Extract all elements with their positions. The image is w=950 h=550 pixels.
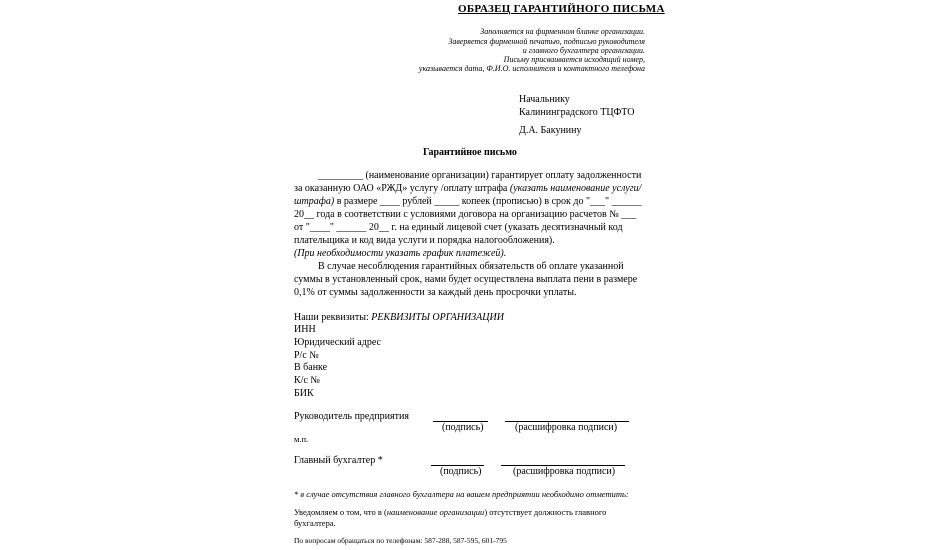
notify-suffix: ) отсутствует должность главного [484, 507, 607, 517]
requisite-inn: ИНН [294, 324, 316, 335]
p1-line-2 [294, 183, 641, 194]
requisites-value: РЕКВИЗИТЫ ОРГАНИЗАЦИИ [371, 312, 504, 323]
p1-line-4: 20__ года в соответствии с условиями договора на организацию расчетов № ___ [294, 209, 637, 220]
requisite-corr-account: К/с № [294, 375, 320, 386]
accountant-signature-caption: (подпись) [440, 466, 482, 477]
addressee-line-3: Д.А. Бакунину [519, 125, 582, 136]
p2-line-1: В случае несоблюдения гарантийных обязательств об оплате указанной [318, 261, 624, 272]
director-decode-caption: (расшифровка подписи) [515, 422, 618, 433]
notify-prefix: Уведомляем о том, что в ( [294, 507, 387, 517]
requisite-legal-address: Юридический адрес [294, 337, 381, 348]
director-signature-caption: (подпись) [442, 422, 484, 433]
p1-line-3 [294, 196, 642, 207]
notify-org: наименование организации [386, 507, 485, 517]
notify-line-1 [294, 507, 606, 517]
addressee-line-2: Калининградского ТЦФТО [519, 107, 635, 118]
header-note-4: Письму присваивается исходящий номер, [503, 55, 645, 64]
requisite-account: Р/с № [294, 350, 319, 361]
stamp-place: м.п. [294, 434, 309, 444]
director-label: Руководитель предприятия [294, 411, 409, 422]
addressee-line-1: Начальнику [519, 94, 570, 105]
header-note-5: указывается дата, Ф.И.О. исполнителя и контактного телефона [418, 64, 645, 73]
p1-line-2-italic: (указать наименование услуги/ [509, 183, 642, 194]
p1-line-3-italic: штрафа) [294, 196, 335, 207]
requisite-bik: БИК [294, 388, 314, 399]
p1-line-5: от "____" ______ 20__ г. на единый лицевой счет (указать десятизначный код [294, 222, 623, 233]
p1-line-2-text: за оказанную ОАО «РЖД» услугу /оплату штрафа [294, 183, 508, 194]
p2-line-3: 0,1% от суммы задолженности за каждый день просрочки уплаты. [294, 287, 577, 298]
p1-line-6: плательщика и код вида услуги и порядка налогообложения). [294, 235, 555, 246]
requisites-label: Наши реквизиты: [294, 312, 369, 323]
letter-title: Гарантийное письмо [423, 147, 517, 158]
notify-line-2: бухгалтера. [294, 518, 336, 528]
accountant-label: Главный бухгалтер * [294, 455, 383, 466]
asterisk-note: * в случае отсутствия главного бухгалтера на вашем предприятии необходимо отметить: [294, 489, 629, 499]
p1-line-3-text: в размере ____ рублей _____ копеек (прописью) в срок до "___" ______ [336, 196, 642, 207]
p2-line-2: суммы в установленный срок, нами будет осуществлена выплата пени в размере [294, 274, 638, 285]
p1-line-7: (При необходимости указать график платежей). [294, 248, 507, 259]
requisites-header [294, 312, 504, 323]
p1-line-1: _________ (наименование организации) гарантирует оплату задолженности [318, 170, 642, 181]
document-title: ОБРАЗЕЦ ГАРАНТИЙНОГО ПИСЬМА [458, 3, 665, 15]
requisite-bank: В банке [294, 362, 328, 373]
header-note-2: Заверяется фирменной печатью, подписью руководителя [448, 37, 645, 46]
accountant-decode-caption: (расшифровка подписи) [513, 466, 616, 477]
header-note-3: и главного бухгалтера организации. [522, 46, 645, 55]
header-note-1: Заполняется на фирменном бланке организации. [480, 27, 645, 36]
contacts-line: По вопросам обращаться по телефонам: 587-288, 587-595, 601-795 [294, 536, 507, 545]
